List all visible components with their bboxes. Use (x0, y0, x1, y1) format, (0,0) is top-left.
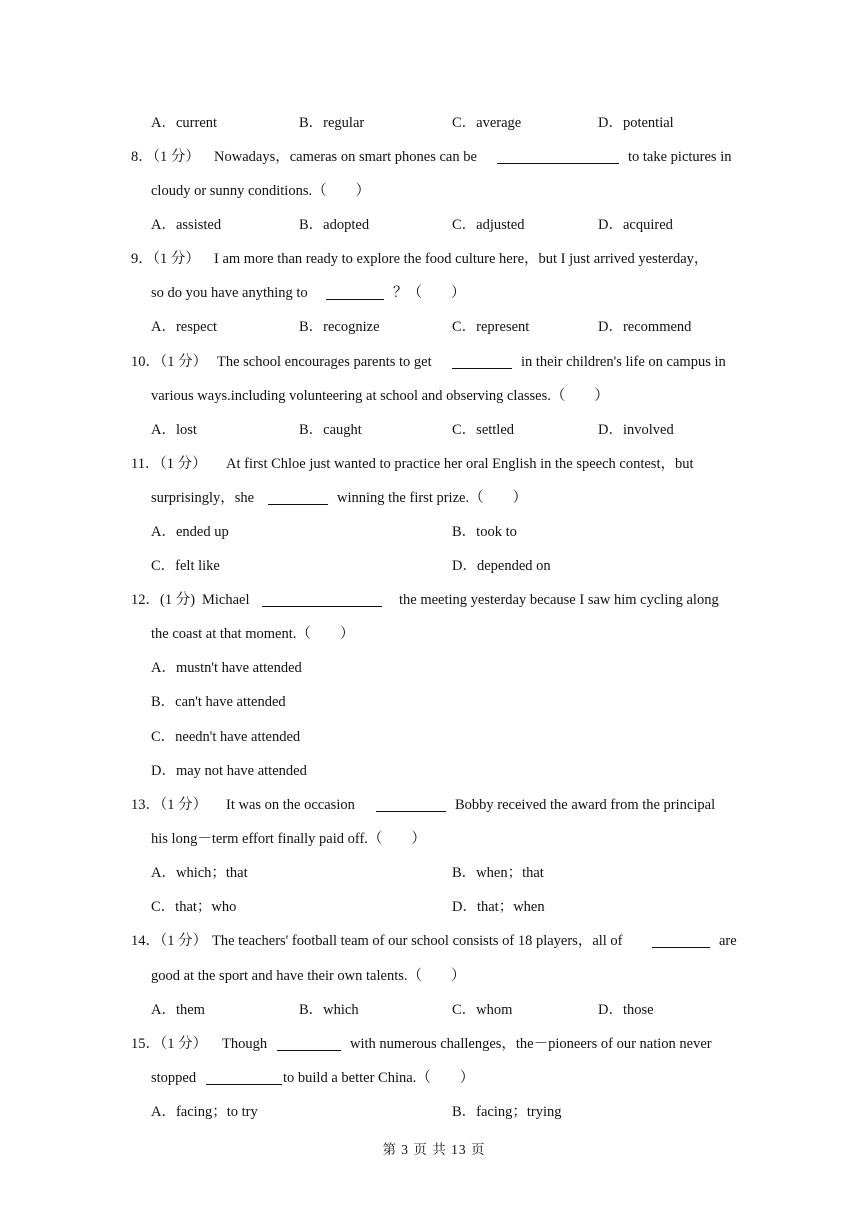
q12-text-2: the coast at that moment.（ ） (151, 626, 355, 642)
q11-text-2b: winning the first prize.（ ） (337, 490, 528, 506)
q11-number: 11．（1 分） (131, 456, 207, 472)
q10-text-1b: in their children's life on campus in (521, 354, 726, 370)
q13-text-2: his long－term effort finally paid off.（ ） (151, 831, 426, 847)
q15-option-a[interactable]: A．facing；to try (151, 1104, 258, 1120)
q8-option-c[interactable]: C．adjusted (452, 217, 525, 233)
q8-option-d[interactable]: D．acquired (598, 217, 673, 233)
q11-option-c[interactable]: C．felt like (151, 558, 220, 574)
q12-option-c[interactable]: C．needn't have attended (151, 729, 301, 745)
q13-number: 13．（1 分） (131, 797, 208, 813)
q11-option-a[interactable]: A．ended up (151, 524, 229, 540)
q13-option-d[interactable]: D．that；when (452, 899, 545, 915)
q15-text-1a: Though (222, 1036, 268, 1052)
q11-blank[interactable] (268, 490, 328, 505)
q8-option-b[interactable]: B．adopted (299, 217, 370, 233)
q14-option-c[interactable]: C．whom (452, 1002, 513, 1018)
q12-option-b[interactable]: B．can't have attended (151, 694, 286, 710)
q13-option-b[interactable]: B．when；that (452, 865, 544, 881)
q7-option-c[interactable]: C．average (452, 115, 522, 131)
q10-blank[interactable] (452, 354, 512, 369)
q12-text-1b: the meeting yesterday because I saw him cycling along (399, 592, 719, 608)
q12-option-d[interactable]: D．may not have attended (151, 763, 307, 779)
q12-option-a[interactable]: A．mustn't have attended (151, 660, 302, 676)
q7-option-a[interactable]: A．current (151, 115, 218, 131)
q13-text-1a: It was on the occasion (226, 797, 355, 813)
q8-blank[interactable] (497, 149, 619, 164)
q8-text-2: cloudy or sunny conditions.（ ） (151, 183, 371, 199)
q9-text-2b: ？（ ） (393, 285, 466, 301)
page-footer: 第 3 页 共 13 页 (382, 1142, 486, 1157)
q7-option-d[interactable]: D．potential (598, 115, 674, 131)
q15-text-1b: with numerous challenges，the－pioneers of our nation never (350, 1036, 712, 1052)
q14-text-2: good at the sport and have their own talents.（ ） (151, 968, 466, 984)
q10-option-b[interactable]: B．caught (299, 422, 362, 438)
q8-text-1b: to take pictures in (628, 149, 732, 165)
q11-text-1: At first Chloe just wanted to practice her oral English in the speech contest，but (226, 456, 694, 472)
q9-number: 9．（1 分） (131, 251, 200, 267)
q15-option-b[interactable]: B．facing；trying (452, 1104, 562, 1120)
q12-blank[interactable] (262, 592, 382, 607)
q14-option-d[interactable]: D．those (598, 1002, 654, 1018)
q15-text-2a: stopped (151, 1070, 197, 1086)
q9-blank[interactable] (326, 285, 384, 300)
q15-blank-1[interactable] (277, 1036, 341, 1051)
q13-option-a[interactable]: A．which；that (151, 865, 248, 881)
q14-option-a[interactable]: A．them (151, 1002, 205, 1018)
q14-option-b[interactable]: B．which (299, 1002, 359, 1018)
q12-text-1a: Michael (202, 592, 250, 608)
q10-number: 10．（1 分） (131, 354, 208, 370)
q13-text-1b: Bobby received the award from the principal (455, 797, 716, 813)
q13-option-c[interactable]: C．that；who (151, 899, 237, 915)
q9-text-1: I am more than ready to explore the food culture here，but I just arrived yesterday， (214, 251, 709, 267)
q9-option-a[interactable]: A．respect (151, 319, 218, 335)
q14-text-1b: are (719, 933, 737, 949)
q8-number: 8．（1 分） (131, 149, 200, 165)
q15-number: 15．（1 分） (131, 1036, 208, 1052)
q9-text-2a: so do you have anything to (151, 285, 308, 301)
q11-option-b[interactable]: B．took to (452, 524, 517, 540)
q10-text-2: various ways.including volunteering at school and observing classes.（ ） (151, 388, 609, 404)
q9-option-c[interactable]: C．represent (452, 319, 530, 335)
q7-option-b[interactable]: B．regular (299, 115, 365, 131)
q15-blank-2[interactable] (206, 1070, 282, 1085)
q9-option-d[interactable]: D．recommend (598, 319, 692, 335)
q9-option-b[interactable]: B．recognize (299, 319, 380, 335)
q14-number: 14．（1 分） (131, 933, 208, 949)
q8-text-1a: Nowadays，cameras on smart phones can be (214, 149, 477, 165)
q14-text-1a: The teachers' football team of our school consists of 18 players，all of (212, 933, 623, 949)
q10-option-a[interactable]: A．lost (151, 422, 197, 438)
q11-text-2a: surprisingly，she (151, 490, 255, 506)
q11-option-d[interactable]: D．depended on (452, 558, 551, 574)
q8-option-a[interactable]: A．assisted (151, 217, 222, 233)
q12-number: 12．(1 分) (131, 592, 196, 608)
q13-blank[interactable] (376, 797, 446, 812)
q10-text-1a: The school encourages parents to get (217, 354, 432, 370)
q10-option-c[interactable]: C．settled (452, 422, 515, 438)
q10-option-d[interactable]: D．involved (598, 422, 674, 438)
q14-blank[interactable] (652, 933, 710, 948)
q15-text-2b: to build a better China.（ ） (283, 1070, 475, 1086)
